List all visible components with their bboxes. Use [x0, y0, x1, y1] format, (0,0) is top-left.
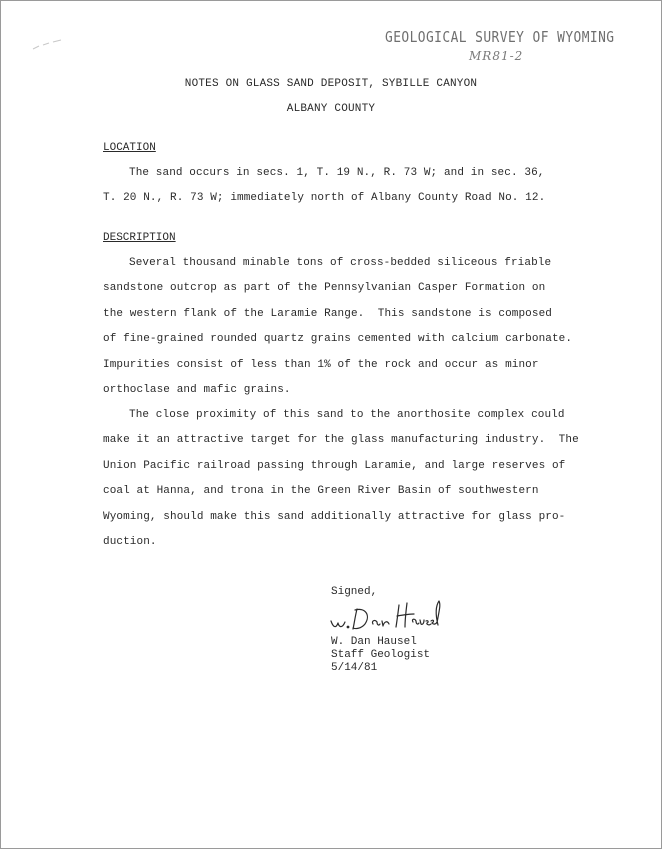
scan-smudge: [31, 37, 71, 53]
description-heading: DESCRIPTION: [103, 232, 176, 244]
description-line: duction.: [103, 536, 157, 548]
agency-stamp: GEOLOGICAL SURVEY OF WYOMING: [385, 28, 615, 46]
description-line: make it an attractive target for the glass manufacturing industry. The: [103, 434, 579, 446]
signer-name: W. Dan Hausel: [331, 636, 417, 648]
description-line: orthoclase and mafic grains.: [103, 384, 291, 396]
description-line: Wyoming, should make this sand additionally attractive for glass pro-: [103, 511, 566, 523]
signer-title: Staff Geologist: [331, 649, 431, 661]
location-heading: LOCATION: [103, 142, 156, 154]
description-line: Impurities consist of less than 1% of the rock and occur as minor: [103, 359, 539, 371]
description-line: The close proximity of this sand to the anorthosite complex could: [129, 409, 565, 421]
description-line: Union Pacific railroad passing through Laramie, and large reserves of: [103, 460, 566, 472]
description-line: the western flank of the Laramie Range. This sandstone is composed: [103, 308, 552, 320]
handwritten-reference: MR81-2: [469, 49, 524, 63]
description-line: of fine-grained rounded quartz grains cemented with calcium carbonate.: [103, 333, 573, 345]
description-line: coal at Hanna, and trona in the Green River Basin of southwestern: [103, 485, 539, 497]
location-line: T. 20 N., R. 73 W; immediately north of Albany County Road No. 12.: [103, 192, 546, 204]
document-title: NOTES ON GLASS SAND DEPOSIT, SYBILLE CANYON: [184, 78, 478, 90]
description-line: sandstone outcrop as part of the Pennsylvanian Casper Formation on: [103, 282, 546, 294]
location-line: The sand occurs in secs. 1, T. 19 N., R. 73 W; and in sec. 36,: [129, 167, 545, 179]
signature-date: 5/14/81: [331, 662, 378, 674]
description-line: Several thousand minable tons of cross-bedded siliceous friable: [129, 257, 552, 269]
handwritten-signature: [327, 597, 443, 635]
document-subtitle: ALBANY COUNTY: [286, 103, 376, 115]
signed-label: Signed,: [331, 586, 378, 598]
